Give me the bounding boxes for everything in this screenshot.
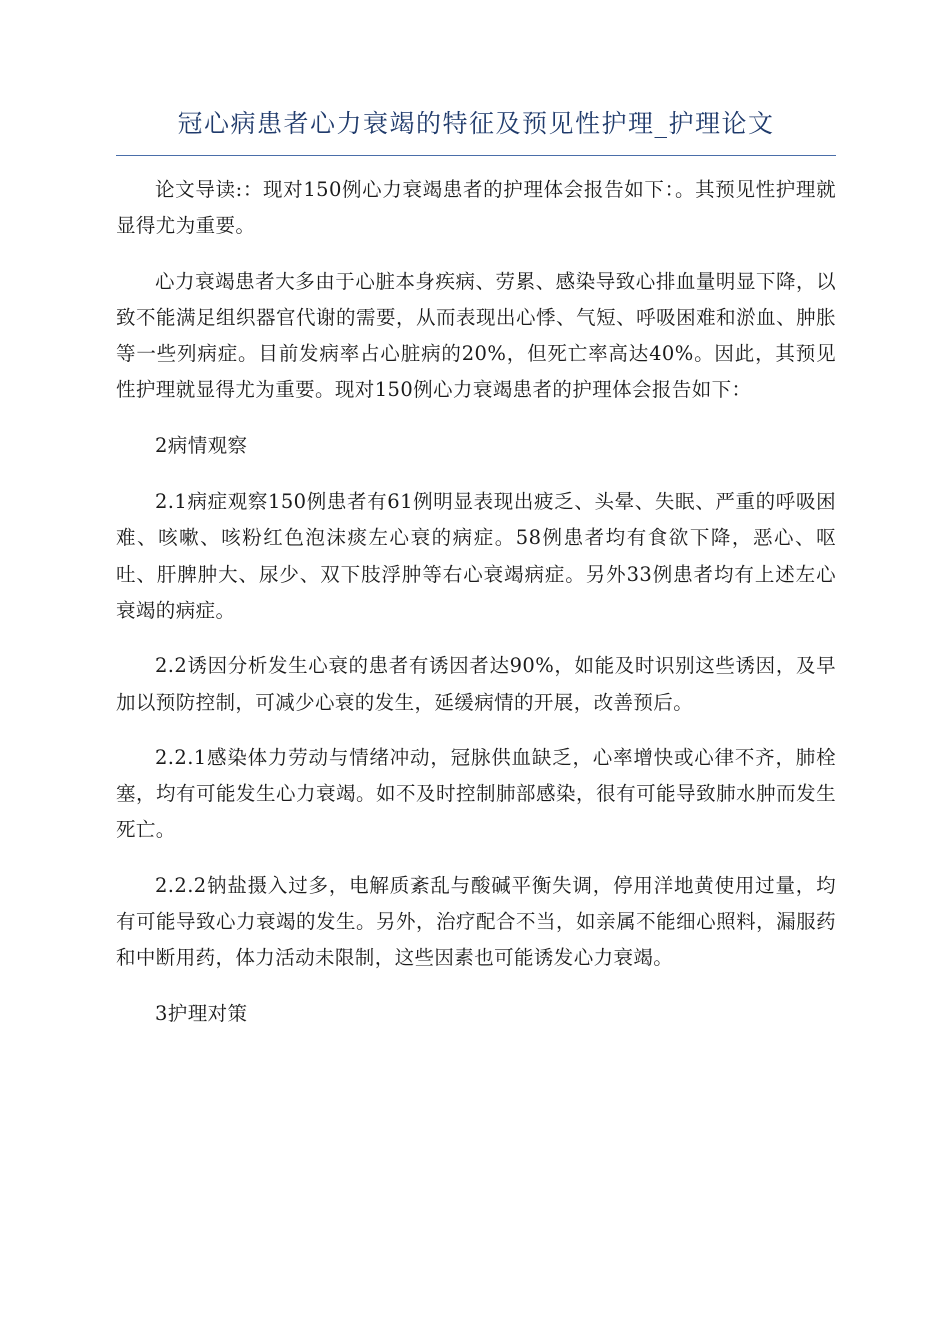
section-heading-observation: 2病情观察 — [155, 433, 248, 457]
symptom-observation-paragraph: 2.1病症观察150例患者有61例明显表现出疲乏、头晕、失眠、严重的呼吸困难、咳嗽、咳粉红色泡沫痰左心衰的病症。58例患者均有食欲下降，恶心、呕吐、肝脾肿大、尿少、双下肢浮肿等右心衰竭病症。另外33例患者均有上述左心衰竭的病症。 — [116, 490, 836, 622]
background-paragraph: 心力衰竭患者大多由于心脏本身疾病、劳累、感染导致心排血量明显下降，以致不能满足组织器官代谢的需要，从而表现出心悸、气短、呼吸困难和淤血、肿胀等一些列病症。目前发病率占心脏病的20%，但死亡率高达40%。因此，其预见性护理就显得尤为重要。现对150例心力衰竭患者的护理体会报告如下： — [116, 269, 836, 402]
section-heading-nursing: 3护理对策 — [155, 1001, 248, 1025]
cause-analysis-paragraph: 2.2诱因分析发生心衰的患者有诱因者达90%，如能及时识别这些诱因，及早加以预防控制，可减少心衰的发生，延缓病情的开展，改善预后。 — [116, 654, 836, 714]
article-body — [116, 172, 836, 1052]
title-block — [116, 106, 836, 156]
page-title: 冠心病患者心力衰竭的特征及预见性护理_护理论文 — [177, 109, 775, 138]
intro-paragraph: 论文导读:：现对150例心力衰竭患者的护理体会报告如下：。其预见性护理就显得尤为重要。 — [116, 178, 836, 238]
sodium-paragraph: 2.2.2钠盐摄入过多，电解质紊乱与酸碱平衡失调，停用洋地黄使用过量，均有可能导致心力衰竭的发生。另外，治疗配合不当，如亲属不能细心照料，漏服药和中断用药，体力活动未限制，这些因素也可能诱发心力衰竭。 — [116, 873, 836, 970]
infection-paragraph: 2.2.1感染体力劳动与情绪冲动，冠脉供血缺乏，心率增快或心律不齐，肺栓塞，均有可能发生心力衰竭。如不及时控制肺部感染，很有可能导致肺水肿而发生死亡。 — [116, 745, 836, 842]
